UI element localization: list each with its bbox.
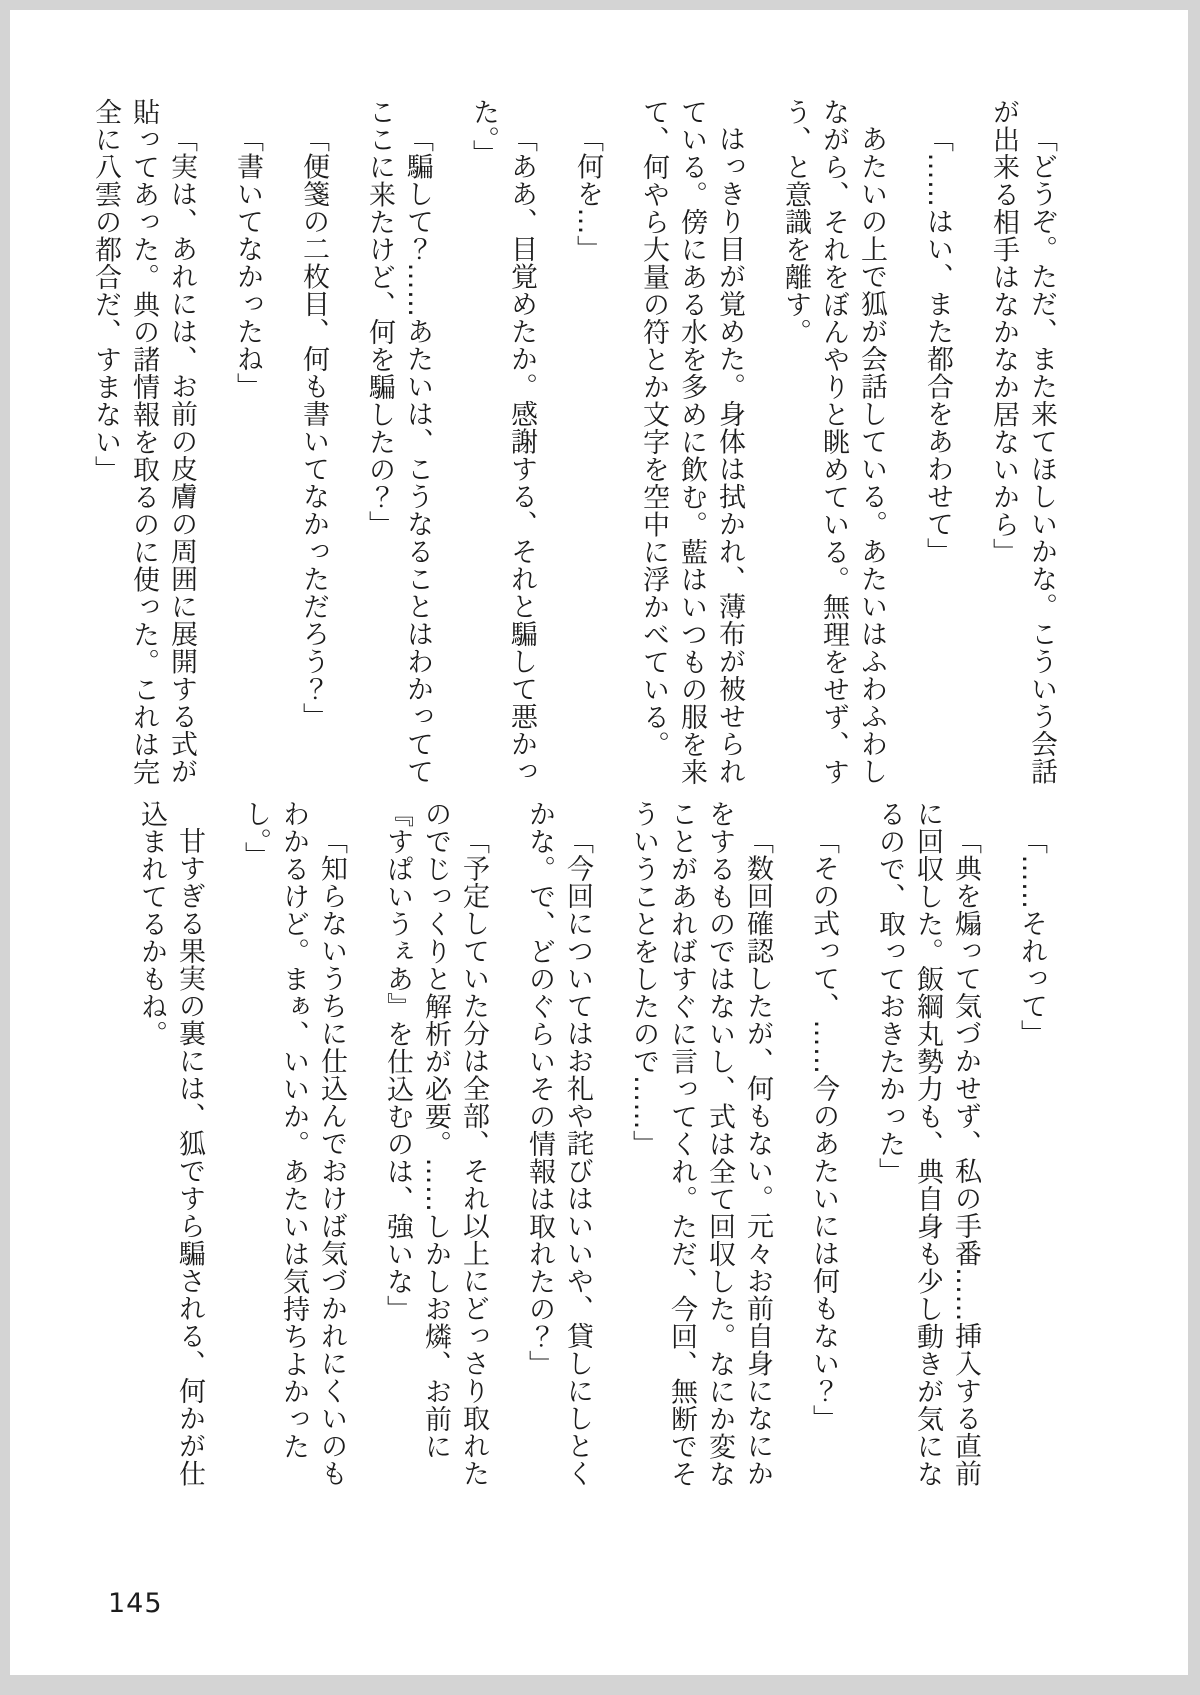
text-column: 『すぱいうぇあ』を仕込むのは、強いな」 [382,800,413,1323]
paragraph [294,98,332,778]
text-column: 込まれてるかもね。 [136,800,167,1048]
top-text-block [86,98,1060,786]
text-column: 「書いてなかったね」 [232,125,263,400]
paragraph [520,800,596,1487]
paragraph [236,800,350,1487]
text-column: はっきり目が覚めた。身体は拭かれ、薄布が被せられ [714,125,745,785]
page-number: 145 [108,1588,163,1619]
text-column: わかるけど。まぁ、いいか。あたいは気持ちよかった [278,800,309,1460]
paragraph [776,98,890,786]
paragraph [634,98,748,786]
paragraph [360,98,436,785]
text-column: るので、取っておきたかった」 [874,800,905,1185]
text-column: 「典を煽って気づかせず、私の手番……挿入する直前 [950,827,981,1487]
text-column: に回収した。飯綱丸勢力も、典自身も少し動きが気にな [912,800,943,1488]
paragraph [378,800,492,1487]
text-column: ここに来たけど、何を騙したの？」 [364,98,395,538]
text-column: 「知らないうちに仕込んでおけば気づかれにくいのも [316,827,347,1487]
paragraph [1012,800,1050,1480]
paragraph [918,98,956,778]
text-column: 甘すぎる果実の裏には、狐ですら騙される、何かが仕 [174,827,205,1487]
text-column: 「数回確認したが、何もない。元々お前自身になにか [742,827,773,1487]
paragraph [624,800,776,1488]
document-page [10,10,1188,1675]
bottom-text-block [132,800,1050,1488]
paragraph [464,98,540,785]
text-column: が出来る相手はなかなか居ないから」 [988,98,1019,566]
text-column: ことがあればすぐに言ってくれ。ただ、今回、無断でそ [666,800,697,1488]
text-column: ながら、それをぼんやりと眺めている。無理をせず、す [818,98,849,786]
text-column: ういうことをしたので……」 [628,800,659,1158]
text-column: のでじっくりと解析が必要。……しかしお燐、お前に [420,800,451,1460]
text-column: 「予定していた分は全部、それ以上にどっさり取れた [458,827,489,1487]
paragraph [86,98,200,786]
paragraph [870,800,984,1488]
text-column: 全に八雲の都合だ、すまない」 [90,98,121,483]
text-column: 「騙して？……あたいは、こうなることはわかってて [402,125,433,785]
text-column: 「……それって」 [1016,827,1047,1047]
text-column: ている。傍にある水を多めに飲む。藍はいつもの服を来 [676,98,707,786]
text-column: あたいの上で狐が会話している。あたいはふわふわし [856,125,887,785]
text-column: 「便箋の二枚目、何も書いてなかっただろう？」 [298,125,329,730]
paragraph [132,800,208,1487]
text-column: 「ああ、目覚めたか。感謝する、それと騙して悪かっ [506,125,537,785]
text-column: 「実は、あれには、お前の皮膚の周囲に展開する式が [166,125,197,785]
text-column: 「どうぞ。ただ、また来てほしいかな。こういう会話 [1026,125,1057,785]
text-column: をするものではないし、式は全て回収した。なにか変な [704,800,735,1488]
text-column: 「その式って、……今のあたいには何もない？」 [808,827,839,1432]
text-column: し。」 [240,800,271,869]
text-column: 「……はい、また都合をあわせて」 [922,125,953,565]
paragraph [804,800,842,1480]
text-column: 「何を…」 [572,125,603,263]
text-column: かな。で、どのぐらいその情報は取れたの？」 [524,800,555,1378]
text-column: 「今回についてはお礼や詫びはいいや、貸しにしとく [562,827,593,1487]
paragraph [984,98,1060,785]
paragraph [228,98,266,778]
text-column: う、と意識を離す。 [780,98,811,346]
text-column: て、何やら大量の符とか文字を空中に浮かべている。 [638,98,669,758]
text-column: 貼ってあった。典の諸情報を取るのに使った。これは完 [128,98,159,786]
text-column: た。」 [468,98,499,167]
paragraph [568,98,606,778]
